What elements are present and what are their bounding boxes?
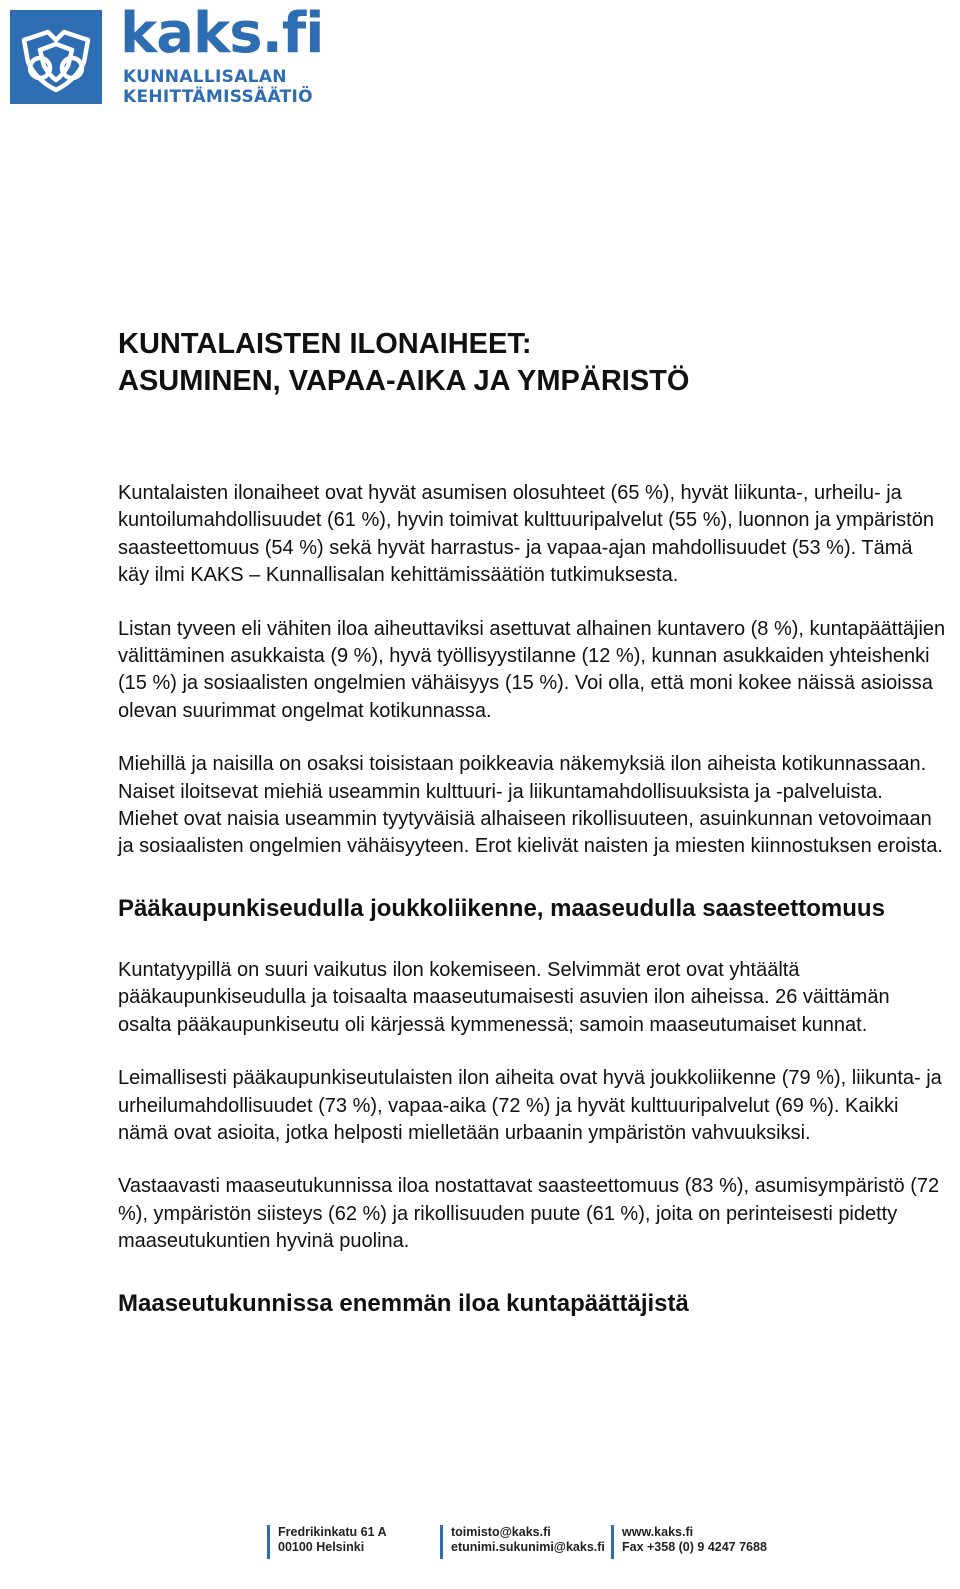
footer-web-line2: Fax +358 (0) 9 4247 7688 bbox=[622, 1540, 767, 1554]
logo bbox=[10, 1, 324, 110]
footer-email-line1: toimisto@kaks.fi bbox=[451, 1525, 551, 1539]
footer-web-line1: www.kaks.fi bbox=[622, 1525, 694, 1539]
page-title bbox=[118, 326, 948, 400]
section-heading: Pääkaupunkiseudulla joukkoliikenne, maaseudulla saasteettomuus bbox=[118, 894, 885, 922]
kaks-emblem-icon bbox=[10, 10, 102, 104]
document-body bbox=[118, 326, 948, 1320]
footer-address-line2: 00100 Helsinki bbox=[278, 1540, 365, 1554]
paragraph: Leimallisesti pääkaupunkiseutulaisten ilon aiheita ovat hyvä joukkoliikenne (79 %), liikunta- ja urheilumahdollisuudet (73 %), vapaa-aika (72 %) ja hyvät kulttuuripalvelut (69 %). Kaikki nämä ovat asioita, jotka helposti mielletään urbaanin ympäristön vahvuuksiksi. bbox=[118, 1067, 942, 1144]
paragraph: Kuntalaisten ilonaiheet ovat hyvät asumisen olosuhteet (65 %), hyvät liikunta-, urheilu- ja kuntoilumahdollisuudet (61 %), hyvin toimivat kulttuuripalvelut (55 %), luonnon ja ympäristön saasteettomuus (54 %) sekä hyvät harrastus- ja vapaa-ajan mahdollisuudet (53 %). Tämä käy ilmi KAKS – Kunnallisalan kehittämissäätiön tutkimuksesta. bbox=[118, 482, 934, 587]
footer-email-line2: etunimi.sukunimi@kaks.fi bbox=[451, 1540, 605, 1554]
page-title-line2: ASUMINEN, VAPAA-AIKA JA YMPÄRISTÖ bbox=[118, 365, 690, 397]
paragraph: Listan tyveen eli vähiten iloa aiheuttaviksi asettuvat alhainen kuntavero (8 %), kuntapäättäjien välittäminen asukkaista (9 %), hyvä työllisyystilanne (12 %), kunnan asukkaiden yhteishenki (15 %) ja sosiaalisten ongelmien vähäisyys (15 %). Voi olla, että moni kokee näissä asioissa olevan suurimmat ongelmat kotikunnassa. bbox=[118, 617, 946, 722]
section-heading: Maaseutukunnissa enemmän iloa kuntapäättäjistä bbox=[118, 1289, 689, 1317]
footer-web bbox=[611, 1525, 767, 1559]
logo-subtitle-line1: KUNNALLISALAN bbox=[123, 67, 287, 87]
footer bbox=[0, 1525, 960, 1565]
logo-subtitle-line2: KEHITTÄMISSÄÄTIÖ bbox=[123, 87, 313, 107]
logo-wordmark: kaks.fi bbox=[120, 1, 324, 66]
footer-email bbox=[440, 1525, 605, 1559]
paragraph: Kuntatyypillä on suuri vaikutus ilon kokemiseen. Selvimmät erot ovat yhtäältä pääkaupunkiseudulla ja toisaalta maaseutumaisesti asuvien ilon aiheissa. 26 väittämän osalta pääkaupunkiseutu oli kärjessä kymmenessä; samoin maaseutumaiset kunnat. bbox=[118, 958, 890, 1036]
footer-address-line1: Fredrikinkatu 61 A bbox=[278, 1525, 387, 1539]
page-title-line1: KUNTALAISTEN ILONAIHEET: bbox=[118, 328, 532, 360]
paragraph: Vastaavasti maaseutukunnissa iloa nostattavat saasteettomuus (83 %), asumisympäristö (72 %), ympäristön siisteys (62 %) ja rikollisuuden puute (61 %), joita on perinteisesti pidetty maaseutukuntien hyvinä puolina. bbox=[118, 1175, 940, 1253]
paragraph: Miehillä ja naisilla on osaksi toisistaan poikkeavia näkemyksiä ilon aiheista kotikunnassaan. Naiset iloitsevat miehiä useammin kulttuuri- ja liikuntamahdollisuuksista ja -palveluista. Miehet ovat naisia useammin tyytyväisiä alhaiseen rikollisuuteen, asuinkunnan vetovoimaan ja sosiaalisten ongelmien vähäisyyteen. Erot kielivät naisten ja miesten kiinnostuksen eroista. bbox=[118, 753, 943, 858]
footer-address bbox=[267, 1525, 387, 1559]
